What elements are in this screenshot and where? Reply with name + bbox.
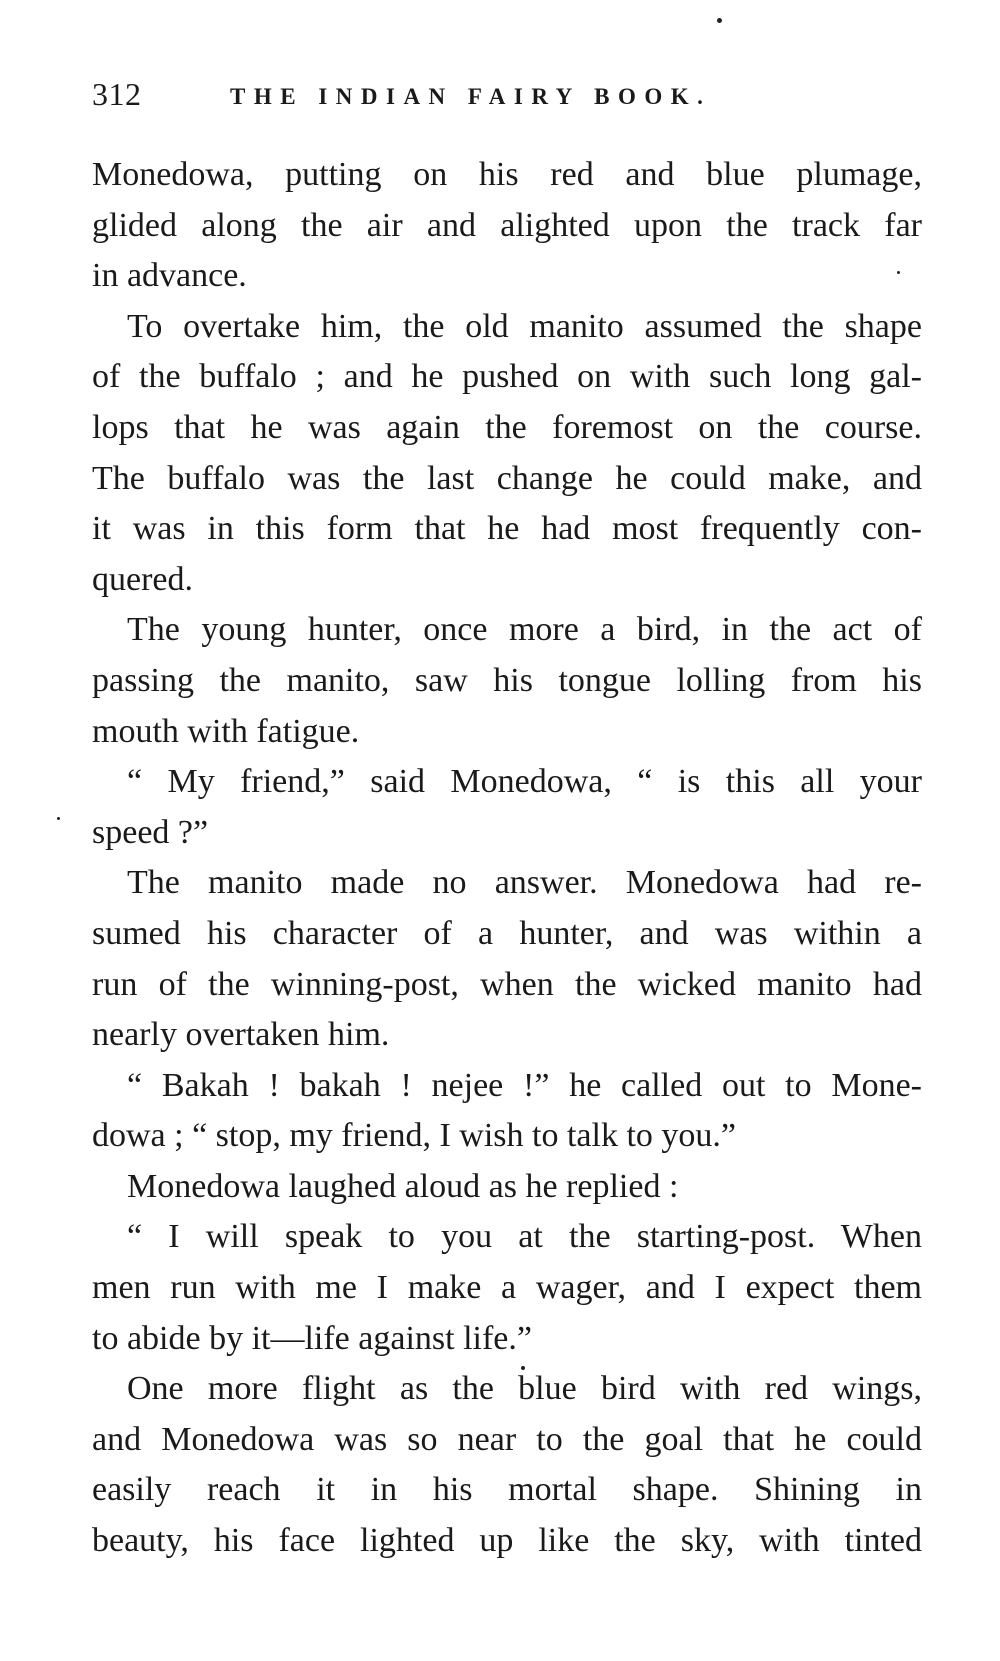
text-line: Monedowa, putting on his red and blue plumage, [92, 156, 922, 193]
text-line: of the buffalo ; and he pushed on with such long gal- [92, 358, 922, 396]
running-title: THE INDIAN FAIRY BOOK. [230, 84, 712, 109]
text-line: lops that he was again the foremost on the course. [92, 408, 922, 446]
text-line: “ Bakah ! bakah ! nejee !” he called out to Mone- [127, 1066, 922, 1104]
text-line: to abide by it—life against life.” [92, 1319, 532, 1357]
paragraph [92, 1162, 922, 1213]
paragraph [92, 1364, 922, 1566]
print-speck [57, 817, 60, 820]
text-line: The buffalo was the last change he could make, and [92, 459, 922, 497]
paragraph [92, 858, 922, 1060]
paragraph [92, 302, 922, 606]
text-line: The manito made no answer. Monedowa had re- [127, 864, 922, 902]
text-line: beauty, his face lighted up like the sky, with tinted [92, 1522, 922, 1560]
text-line: glided along the air and alighted upon the track far [92, 206, 922, 244]
text-line: men run with me I make a wager, and I expect them [92, 1269, 922, 1307]
paragraph [92, 150, 922, 302]
text-line: easily reach it in his mortal shape. Shining in [92, 1471, 922, 1509]
paragraph [92, 1061, 922, 1162]
text-line: “ I will speak to you at the starting-post. When [127, 1218, 922, 1256]
text-line: To overtake him, the old manito assumed the shape [127, 307, 922, 345]
text-line: quered. [92, 560, 194, 598]
text-line: The young hunter, once more a bird, in the act of [127, 611, 922, 649]
text-line: passing the manito, saw his tongue lolling from his [92, 661, 922, 699]
text-line: it was in this form that he had most frequently con- [92, 510, 922, 548]
print-speck [521, 1366, 525, 1370]
text-line: in advance. [92, 257, 247, 295]
text-line: mouth with fatigue. [92, 712, 360, 750]
text-line: Monedowa laughed aloud as he replied : [127, 1167, 679, 1205]
text-line: run of the winning-post, when the wicked manito had [92, 965, 922, 1003]
text-line: and Monedowa was so near to the goal that he could [92, 1420, 922, 1458]
page-header [92, 76, 932, 120]
paragraph [92, 1212, 922, 1364]
paragraph [92, 605, 922, 757]
print-speck [897, 271, 900, 274]
page-number: 312 [92, 76, 142, 112]
text-line: dowa ; “ stop, my friend, I wish to talk to you.” [92, 1117, 737, 1155]
text-line: nearly overtaken him. [92, 1016, 390, 1054]
text-line: “ My friend,” said Monedowa, “ is this all your [127, 763, 922, 801]
text-line: sumed his character of a hunter, and was within a [92, 914, 922, 952]
paragraph [92, 757, 922, 858]
body-text [92, 150, 922, 1567]
print-speck [717, 18, 722, 23]
text-line: speed ?” [92, 813, 209, 851]
text-line: One more flight as the blue bird with red wings, [127, 1370, 922, 1408]
